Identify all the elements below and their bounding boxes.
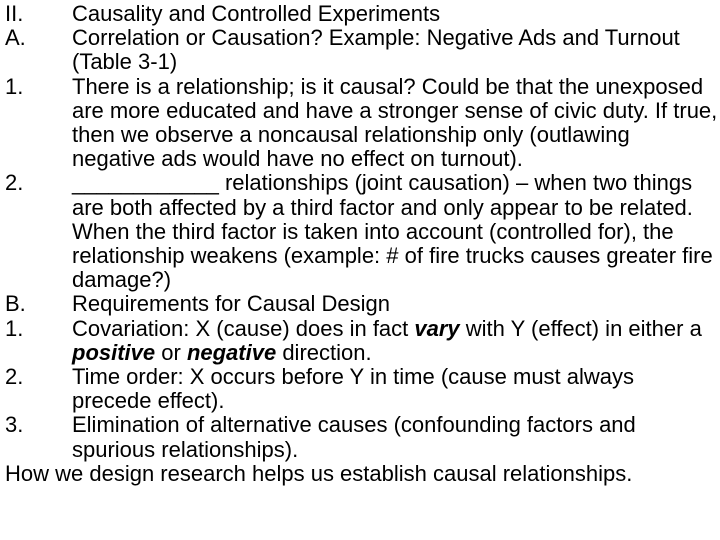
outline-label: II. — [5, 1, 24, 26]
outline-text: Correlation or Causation? Example: Negative Ads and Turnout (Table 3-1) — [72, 25, 680, 75]
outline-heading: Causality and Controlled Experiments — [72, 1, 441, 26]
closing-statement: How we design research helps us establish causal relationships. — [5, 460, 633, 486]
outline-text: Elimination of alternative causes (confounding factors and spurious relationships). — [72, 412, 636, 462]
outline-item-ii — [0, 2, 720, 26]
text-run: Covariation: X (cause) does in fact — [72, 315, 415, 341]
text-run: direction. — [276, 339, 372, 365]
outline-label: 1. — [5, 73, 24, 99]
outline-text: Time order: X occurs before Y in time (cause must always precede effect). — [72, 364, 635, 414]
outline-label: 2. — [5, 364, 24, 390]
outline-label: 1. — [5, 315, 24, 341]
emphasis-negative: negative — [186, 339, 277, 365]
emphasis-positive: positive — [72, 339, 156, 365]
outline-item-b-3 — [0, 413, 720, 461]
outline-label: 3. — [5, 412, 24, 438]
emphasis-vary: vary — [414, 315, 460, 341]
outline-text — [72, 171, 720, 292]
outline-text-rest: relationships (joint causation) – when two things are both affected by a third factor and only appear to be related. When the third factor is taken into account (controlled for), the relationship weakens (example: # of fire trucks causes greater fire damage?) — [72, 170, 713, 293]
text-run: or — [155, 339, 187, 365]
outline-item-b-2 — [0, 365, 720, 413]
outline-heading: Requirements for Causal Design — [72, 291, 390, 317]
outline-text: There is a relationship; is it causal? Could be that the unexposed are more educated and have a stronger sense of civic duty. If true, then we observe a noncausal relationship only (outlawing negative ads would have no effect on turnout). — [72, 73, 718, 172]
outline-item-a-1 — [0, 75, 720, 172]
outline-item-b — [0, 292, 720, 316]
outline-text — [72, 317, 720, 365]
fill-in-blank: ____________ — [72, 170, 219, 196]
outline-item-b-1 — [0, 317, 720, 365]
outline-item-a-2 — [0, 171, 720, 292]
text-run: with Y (effect) in either a — [459, 315, 702, 341]
outline-label: 2. — [5, 170, 24, 196]
outline-label: B. — [5, 291, 26, 317]
outline-label: A. — [5, 25, 26, 51]
outline-item-a — [0, 26, 720, 74]
